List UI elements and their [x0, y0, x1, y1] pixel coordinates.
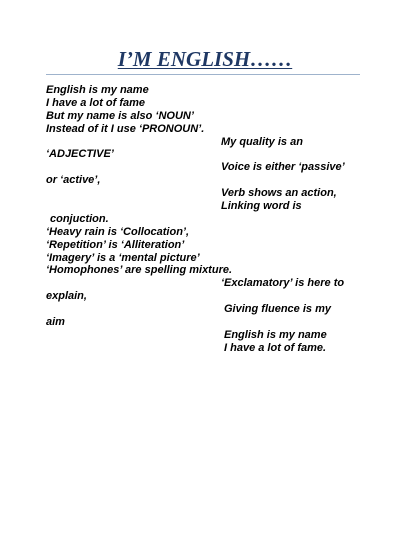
title-divider: [46, 74, 360, 75]
poem-line: ‘Imagery’ is a ‘mental picture’: [46, 251, 200, 264]
poem-line: Voice is either ‘passive’: [221, 161, 345, 174]
poem-line: ‘ADJECTIVE’: [46, 148, 114, 161]
poem-line: I have a lot of fame.: [224, 341, 327, 354]
poem-title: I’M ENGLISH……: [117, 47, 293, 71]
poem-line: or ‘active’,: [46, 174, 101, 187]
poem-line: ‘Repetition’ is ‘Alliteration’: [46, 238, 185, 251]
poem-line: Instead of it I use ‘PRONOUN’.: [46, 122, 205, 135]
poem-line: My quality is an: [221, 135, 303, 148]
poem-line: I have a lot of fame: [46, 96, 146, 109]
poem-body: [46, 84, 366, 355]
poem-line: Linking word is: [221, 200, 302, 213]
poem-line: conjuction.: [50, 212, 109, 225]
poem-line: explain,: [46, 290, 87, 303]
poem-line: aim: [46, 316, 65, 329]
poem-line: English is my name: [224, 328, 327, 341]
poem-line: ‘Heavy rain is ‘Collocation’,: [46, 225, 190, 238]
poem-line: ‘Exclamatory’ is here to: [221, 277, 345, 290]
poem-line: ‘Homophones’ are spelling mixture.: [46, 264, 233, 277]
poem-line: But my name is also ‘NOUN’: [46, 109, 194, 122]
poem-line: Giving fluence is my: [224, 303, 331, 316]
poem-line: English is my name: [46, 84, 149, 96]
poem-line: Verb shows an action,: [221, 187, 337, 200]
